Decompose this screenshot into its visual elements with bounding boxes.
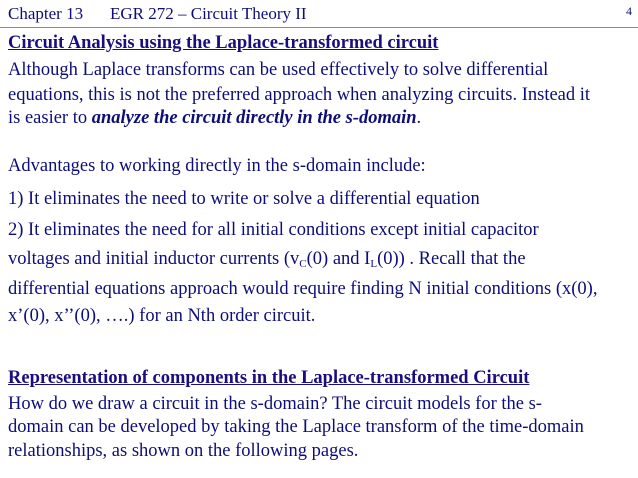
paragraph-line: domain can be developed by taking the Laplace transform of the time-domain — [8, 417, 584, 437]
advantage-item-2-line: differential equations approach would require finding N initial conditions (x(0), — [8, 279, 598, 299]
paragraph-line — [8, 108, 421, 129]
paragraph-line: equations, this is not the preferred approach when analyzing circuits. Instead it — [8, 85, 591, 105]
paragraph-line: Although Laplace transforms can be used effectively to solve differential — [8, 60, 549, 80]
section-heading-laplace-circuit: Circuit Analysis using the Laplace-transformed circuit — [8, 33, 439, 53]
text-run: (0)) . Recall that the — [377, 249, 526, 269]
advantages-intro: Advantages to working directly in the s-domain include: — [8, 156, 426, 176]
page-number: 4 — [626, 4, 632, 18]
header-divider — [0, 27, 638, 28]
slide-header — [8, 2, 632, 28]
paragraph-line: How do we draw a circuit in the s-domain? The circuit models for the s- — [8, 394, 542, 414]
advantage-item-1: 1) It eliminates the need to write or solve a differential equation — [8, 189, 480, 209]
text-run: is easier to — [8, 108, 92, 128]
subscript: L — [370, 258, 378, 270]
advantage-item-2-line: x’(0), x’’(0), ….) for an Nth order circuit. — [8, 306, 316, 326]
text-run: voltages and initial inductor currents (v — [8, 249, 300, 269]
text-run: (0) and I — [306, 249, 371, 269]
emphasis-text: analyze the circuit directly in the s-domain — [91, 108, 417, 128]
advantage-item-2: 2) It eliminates the need for all initial conditions except initial capacitor — [8, 220, 539, 240]
advantage-item-2-line — [8, 249, 526, 270]
subscript: C — [299, 258, 307, 270]
chapter-label: Chapter 13 — [8, 4, 84, 23]
course-title: EGR 272 – Circuit Theory II — [110, 4, 307, 23]
paragraph-line: relationships, as shown on the following pages. — [8, 441, 359, 461]
text-run: . — [416, 108, 422, 128]
section-heading-components: Representation of components in the Laplace-transformed Circuit — [8, 368, 530, 388]
